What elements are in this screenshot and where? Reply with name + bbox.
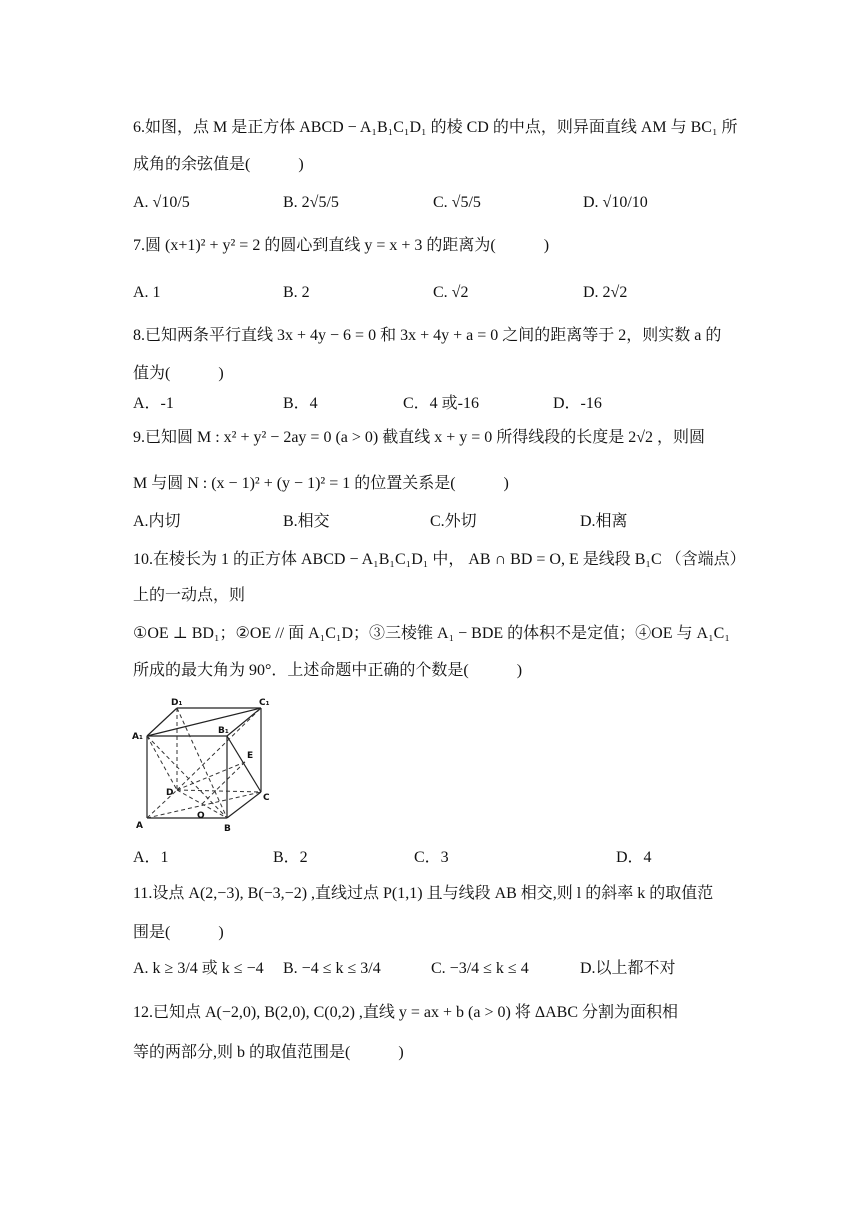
- diag-b1c: [227, 736, 261, 792]
- line-a1d: [147, 736, 177, 790]
- q11-line-2: 围是( ): [133, 924, 224, 941]
- label-b1: B₁: [218, 726, 229, 736]
- q7-option-a: A. 1: [133, 284, 161, 301]
- q8-line-2: 值为( ): [133, 365, 224, 382]
- cube-figure: [130, 696, 280, 836]
- label-a: A: [136, 821, 143, 831]
- line-d1b: [177, 708, 227, 818]
- q10-option-d: D．4: [616, 849, 652, 866]
- label-c: C: [263, 793, 270, 803]
- line-de: [177, 762, 245, 790]
- label-a1: A₁: [132, 732, 143, 742]
- q9-option-c: C.外切: [430, 513, 477, 530]
- q6-line-2: 成角的余弦值是( ): [133, 156, 304, 173]
- q10-line-3: ①OE ⊥ BD₁；②OE // 面 A₁C₁D；③三棱锥 A₁ − BDE 的体积不是定值；④OE 与 A₁C₁: [133, 625, 730, 642]
- q7-option-c: C. √2: [433, 284, 469, 301]
- line-dc1: [177, 708, 261, 790]
- edge-dc: [177, 790, 261, 792]
- q9-option-a: A.内切: [133, 513, 181, 530]
- q9-line-2: M 与圆 N : (x − 1)² + (y − 1)² = 1 的位置关系是( ): [133, 475, 509, 492]
- label-o: O: [197, 811, 205, 821]
- q11-option-c: C. −3/4 ≤ k ≤ 4: [431, 960, 529, 977]
- q8-option-a: A．-1: [133, 395, 174, 412]
- q6-option-d: D. √10/10: [583, 194, 648, 211]
- line-oe: [202, 762, 245, 804]
- q10-option-c: C．3: [414, 849, 449, 866]
- q7-option-d: D. 2√2: [583, 284, 628, 301]
- label-e: E: [247, 751, 254, 761]
- label-d: D: [166, 788, 174, 798]
- q10-line-2: 上的一动点，则: [133, 587, 246, 604]
- q7-option-b: B. 2: [283, 284, 310, 301]
- label-b: B: [224, 824, 231, 834]
- q11-option-b: B. −4 ≤ k ≤ 3/4: [283, 960, 381, 977]
- q11-line-1: 11.设点 A(2,−3), B(−3,−2) ,直线过点 P(1,1) 且与线段 AB 相交,则 l 的斜率 k 的取值范: [133, 885, 714, 902]
- q10-line-4: 所成的最大角为 90°．上述命题中正确的个数是( ): [133, 662, 523, 679]
- line-a1b: [147, 736, 227, 818]
- q10-option-b: B．2: [273, 849, 308, 866]
- q11-option-d: D.以上都不对: [580, 960, 676, 977]
- q8-option-b: B．4: [283, 395, 318, 412]
- q6-option-b: B. 2√5/5: [283, 194, 339, 211]
- q8-line-1: 8.已知两条平行直线 3x + 4y − 6 = 0 和 3x + 4y + a = 0 之间的距离等于 2，则实数 a 的: [133, 327, 722, 344]
- label-c1: C₁: [259, 698, 270, 708]
- q9-line-1: 9.已知圆 M : x² + y² − 2ay = 0 (a > 0) 截直线 x + y = 0 所得线段的长度是 2√2 ，则圆: [133, 429, 706, 446]
- q7-line-1: 7.圆 (x+1)² + y² = 2 的圆心到直线 y = x + 3 的距离为( ): [133, 237, 550, 254]
- q6-option-a: A. √10/5: [133, 194, 190, 211]
- q12-line-1: 12.已知点 A(−2,0), B(2,0), C(0,2) ,直线 y = ax + b (a > 0) 将 ΔABC 分割为面积相: [133, 1004, 679, 1021]
- q9-option-d: D.相离: [580, 513, 628, 530]
- q8-option-d: D．-16: [553, 395, 602, 412]
- q10-option-a: A．1: [133, 849, 169, 866]
- q6-line-1: 6.如图，点 M 是正方体 ABCD − A₁B₁C₁D₁ 的棱 CD 的中点，则异面直线 AM 与 BC₁ 所: [133, 119, 738, 136]
- q9-option-b: B.相交: [283, 513, 330, 530]
- q10-line-1: 10.在棱长为 1 的正方体 ABCD − A₁B₁C₁D₁ 中， AB ∩ BD = O, E 是线段 B₁C （含端点）: [133, 551, 746, 568]
- q11-option-a: A. k ≥ 3/4 或 k ≤ −4: [133, 960, 264, 977]
- q8-option-c: C．4 或-16: [403, 395, 480, 412]
- q12-line-2: 等的两部分,则 b 的取值范围是( ): [133, 1044, 404, 1061]
- q6-option-c: C. √5/5: [433, 194, 481, 211]
- label-d1: D₁: [171, 698, 183, 708]
